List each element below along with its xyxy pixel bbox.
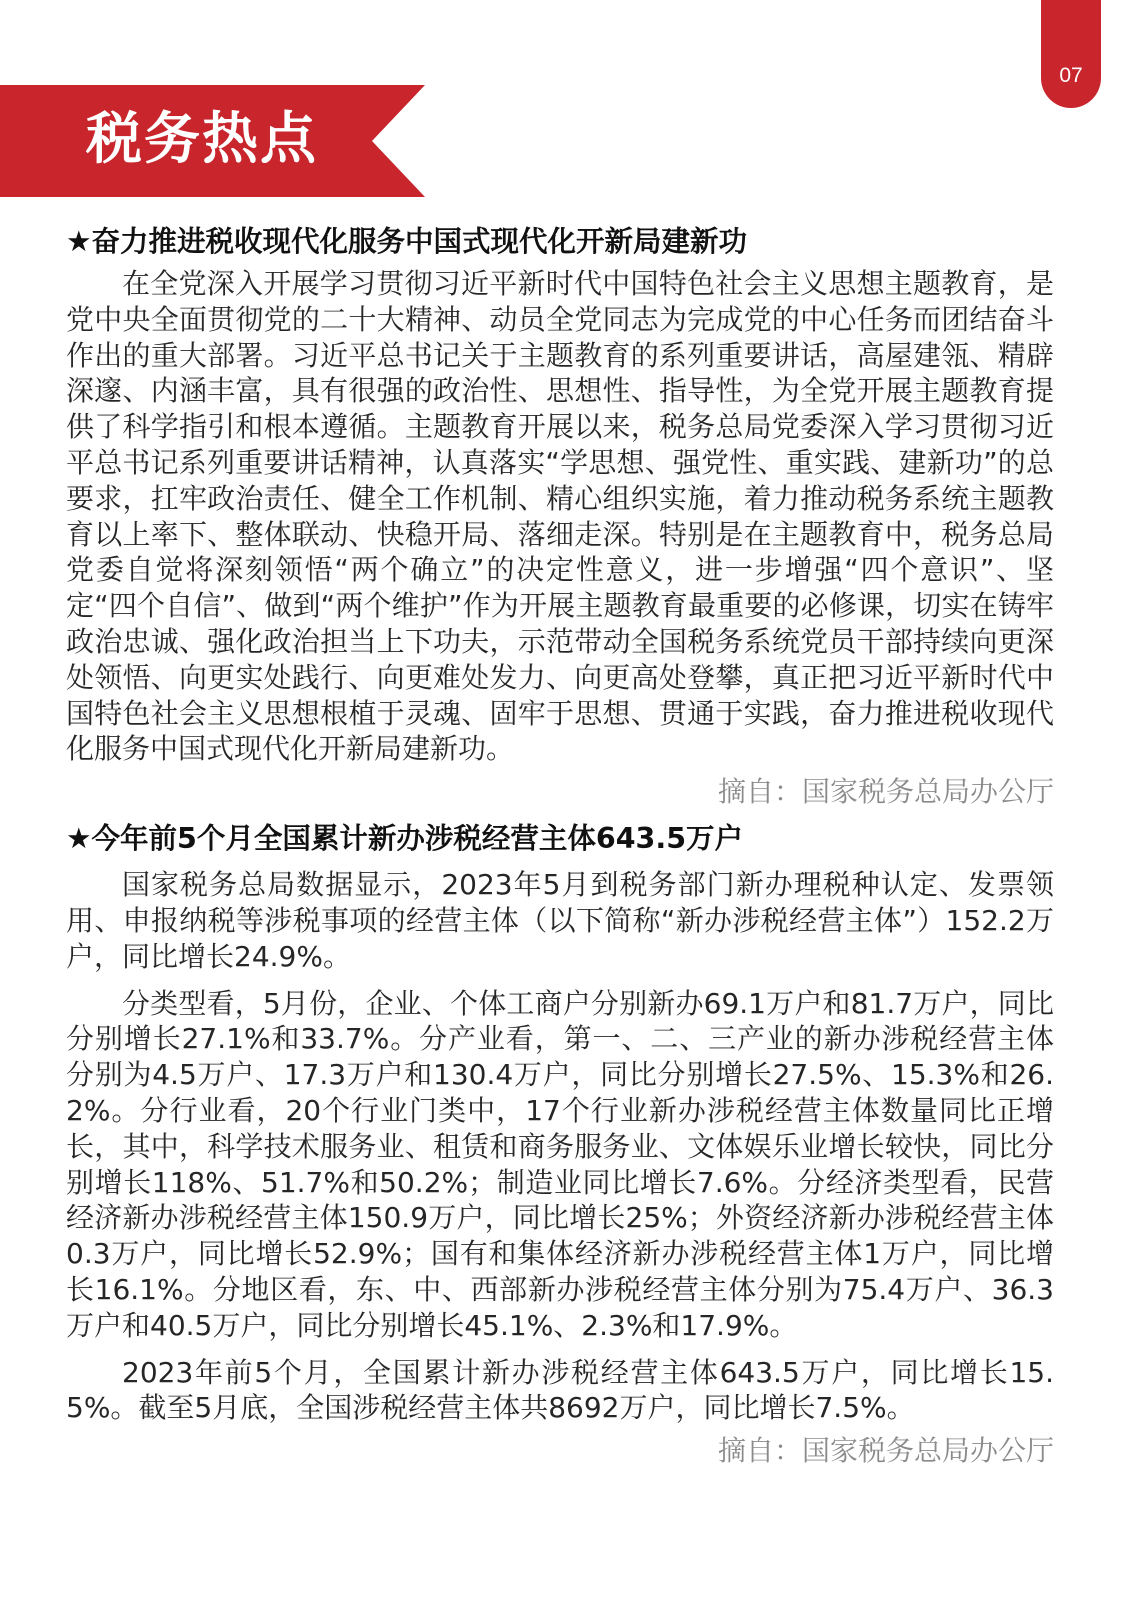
article-list: [66, 222, 1054, 1472]
page-number: 07: [1059, 64, 1083, 87]
article-paragraph: 在全党深入开展学习贯彻习近平新时代中国特色社会主义思想主题教育，是党中央全面贯彻党的二十大精神、动员全党同志为完成党的中心任务而团结奋斗作出的重大部署。习近平总书记关于主题教育的系列重要讲话，高屋建瓴、精辟深邃、内涵丰富，具有很强的政治性、思想性、指导性，为全党开展主题教育提供了科学指引和根本遵循。主题教育开展以来，税务总局党委深入学习贯彻习近平总书记系列重要讲话精神，认真落实“学思想、强党性、重实践、建新功”的总要求，扛牢政治责任、健全工作机制、精心组织实施，着力推动税务系统主题教育以上率下、整体联动、快稳开局、落细走深。特别是在主题教育中，税务总局党委自觉将深刻领悟“两个确立”的决定性意义，进一步增强“四个意识”、坚定“四个自信”、做到“两个维护”作为开展主题教育最重要的必修课，切实在铸牢政治忠诚、强化政治担当上下功夫，示范带动全国税务系统党员干部持续向更深处领悟、向更实处践行、向更难处发力、向更高处登攀，真正把习近平新时代中国特色社会主义思想根植于灵魂、固牢于思想、贯通于实践，奋力推进税收现代化服务中国式现代化开新局建新功。: [66, 267, 1054, 766]
page-number-tab: [1041, 0, 1101, 108]
article-source: 摘自：国家税务总局办公厅: [717, 775, 1054, 809]
article-paragraph: 2023年前5个月，全国累计新办涉税经营主体643.5万户，同比增长15.5%。截至5月底，全国涉税经营主体共8692万户，同比增长7.5%。: [66, 1355, 1054, 1425]
article: [66, 819, 1054, 1472]
article: [66, 222, 1054, 813]
article-headline: ★奋力推进税收现代化服务中国式现代化开新局建新功: [66, 225, 748, 258]
article-paragraph: 国家税务总局数据显示，2023年5月到税务部门新办理税种认定、发票领用、申报纳税等涉税事项的经营主体（以下简称“新办涉税经营主体”）152.2万户，同比增长24.9%。: [66, 868, 1054, 973]
article-paragraph: 分类型看，5月份，企业、个体工商户分别新办69.1万户和81.7万户，同比分别增长27.1%和33.7%。分产业看，第一、二、三产业的新办涉税经营主体分别为4.5万户、17.3万户和130.4万户，同比分别增长27.5%、15.3%和26.2%。分行业看，20个行业门类中，17个行业新办涉税经营主体数量同比正增长，其中，科学技术服务业、租赁和商务服务业、文体娱乐业增长较快，同比分别增长118%、51.7%和50.2%；制造业同比增长7.6%。分经济类型看，民营经济新办涉税经营主体150.9万户，同比增长25%；外资经济新办涉税经营主体0.3万户，同比增长52.9%；国有和集体经济新办涉税经营主体1万户，同比增长16.1%。分地区看，东、中、西部新办涉税经营主体分别为75.4万户、36.3万户和40.5万户，同比分别增长45.1%、2.3%和17.9%。: [66, 986, 1054, 1342]
article-headline: ★今年前5个月全国累计新办涉税经营主体643.5万户: [66, 822, 744, 856]
section-banner: [0, 85, 425, 197]
article-source: 摘自：国家税务总局办公厅: [717, 1434, 1054, 1468]
section-title: 税务热点: [86, 107, 318, 172]
